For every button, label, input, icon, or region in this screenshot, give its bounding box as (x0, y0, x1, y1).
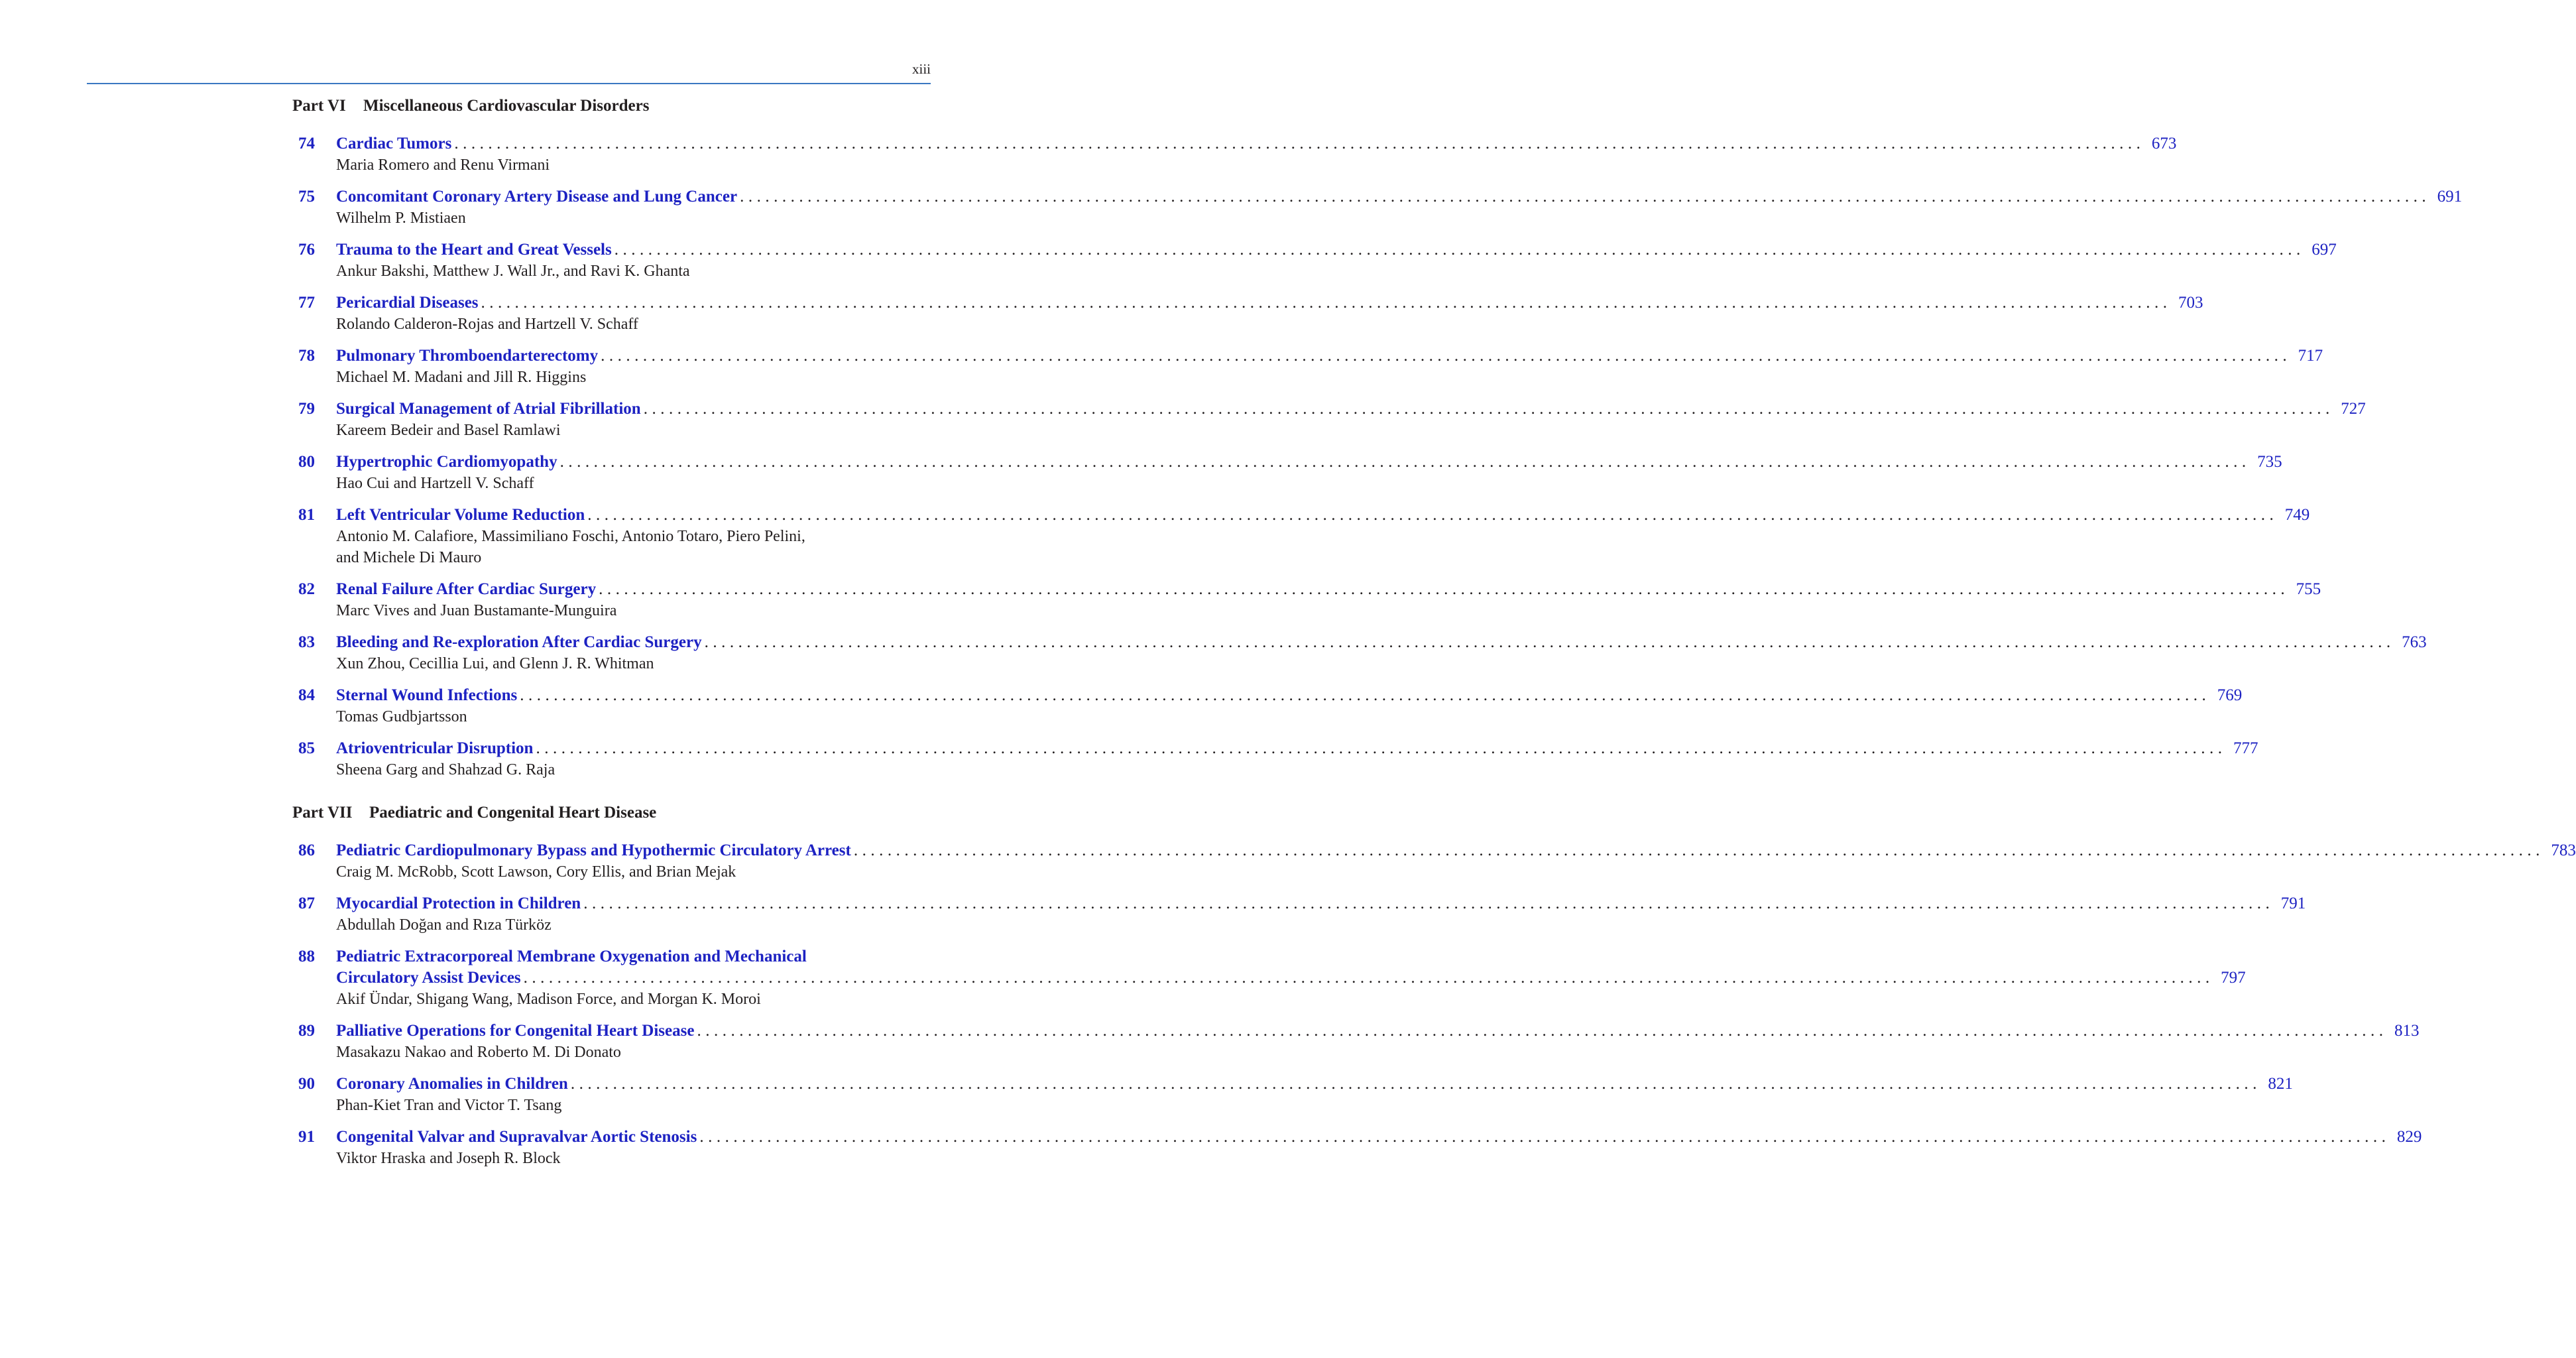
toc-entry (292, 579, 2321, 621)
chapter-number: 79 (298, 400, 315, 418)
leader-dots: ........................................................................................................................................................................................................ (599, 580, 2290, 598)
chapter-title-link[interactable]: Left Ventricular Volume Reduction (336, 506, 585, 524)
page-link[interactable]: 755 (2296, 580, 2321, 598)
page-link[interactable]: 813 (2394, 1022, 2420, 1040)
header-rule (87, 83, 931, 84)
page-link[interactable]: 673 (2151, 135, 2177, 153)
chapter-number: 91 (298, 1128, 315, 1146)
toc-entry (292, 1127, 2422, 1169)
toc-entry (292, 1020, 2420, 1063)
chapter-number: 87 (298, 895, 315, 912)
chapter-number: 88 (298, 948, 315, 965)
toc-entry (292, 345, 2323, 388)
leader-dots: ........................................................................................................................................................................................................ (614, 241, 2305, 259)
chapter-number: 85 (298, 739, 315, 757)
page-link[interactable]: 821 (2268, 1075, 2293, 1093)
part-title: Miscellaneous Cardiovascular Disorders (363, 97, 650, 115)
chapter-authors: Akif Ündar, Shigang Wang, Madison Force, and Morgan K. Moroi (336, 991, 761, 1008)
chapter-authors: and Michele Di Mauro (336, 549, 482, 566)
part-heading (292, 801, 933, 825)
chapter-authors: Antonio M. Calafiore, Massimiliano Foschi, Antonio Totaro, Piero Pelini, (336, 528, 805, 545)
toc-entry (292, 685, 2243, 727)
page-link[interactable]: 763 (2402, 633, 2427, 651)
chapter-number: 77 (298, 294, 315, 312)
chapter-authors: Viktor Hraska and Joseph R. Block (336, 1150, 561, 1167)
leader-dots: ........................................................................................................................................................................................................ (536, 739, 2227, 757)
toc-entry (292, 505, 2310, 568)
leader-dots: ........................................................................................................................................................................................................ (853, 841, 2544, 859)
chapter-authors: Ankur Bakshi, Matthew J. Wall Jr., and Ravi K. Ghanta (336, 263, 690, 280)
chapter-number: 75 (298, 188, 315, 206)
page-link[interactable]: 717 (2298, 347, 2323, 365)
chapter-title-link[interactable]: Trauma to the Heart and Great Vessels (336, 241, 612, 259)
chapter-authors: Phan-Kiet Tran and Victor T. Tsang (336, 1097, 562, 1114)
chapter-number: 74 (298, 135, 315, 153)
chapter-number: 89 (298, 1022, 315, 1040)
leader-dots: ........................................................................................................................................................................................................ (697, 1022, 2388, 1040)
chapter-number: 82 (298, 580, 315, 598)
toc-entry (292, 893, 2306, 936)
chapter-number: 90 (298, 1075, 315, 1093)
chapter-title-link[interactable]: Concomitant Coronary Artery Disease and Lung Cancer (336, 188, 738, 206)
chapter-number: 84 (298, 686, 315, 704)
part-label: Part VI (292, 97, 346, 115)
chapter-authors: Wilhelm P. Mistiaen (336, 210, 466, 227)
chapter-number: 83 (298, 633, 315, 651)
page-link[interactable]: 829 (2396, 1128, 2422, 1146)
chapter-title-link[interactable]: Cardiac Tumors (336, 135, 452, 153)
chapter-number: 86 (298, 841, 315, 859)
chapter-number: 80 (298, 453, 315, 471)
chapter-title-link[interactable]: Pediatric Extracorporeal Membrane Oxygenation and Mechanical (336, 948, 807, 965)
chapter-authors: Kareem Bedeir and Basel Ramlawi (336, 422, 561, 439)
toc-entry (292, 632, 2427, 674)
table-of-contents (292, 94, 2576, 1180)
chapter-title-link[interactable]: Pediatric Cardiopulmonary Bypass and Hypothermic Circulatory Arrest (336, 841, 851, 859)
leader-dots: ........................................................................................................................................................................................................ (740, 188, 2431, 206)
chapter-authors: Sheena Garg and Shahzad G. Raja (336, 761, 556, 778)
page-link[interactable]: 791 (2280, 895, 2306, 912)
page-link[interactable]: 697 (2312, 241, 2337, 259)
chapter-authors: Craig M. McRobb, Scott Lawson, Cory Ellis, and Brian Mejak (336, 863, 736, 881)
page-link[interactable]: 727 (2341, 400, 2366, 418)
part-title: Paediatric and Congenital Heart Disease (369, 804, 657, 822)
page-link[interactable]: 777 (2233, 739, 2258, 757)
chapter-authors: Maria Romero and Renu Virmani (336, 156, 550, 174)
leader-dots: ........................................................................................................................................................................................................ (643, 400, 2334, 418)
chapter-authors: Xun Zhou, Cecillia Lui, and Glenn J. R. Whitman (336, 655, 654, 672)
chapter-authors: Tomas Gudbjartsson (336, 708, 467, 725)
page-link[interactable]: 703 (2178, 294, 2203, 312)
chapter-title-link[interactable]: Hypertrophic Cardiomyopathy (336, 453, 557, 471)
toc-entry (292, 186, 2463, 229)
toc-entry (292, 840, 2576, 883)
part-label: Part VII (292, 804, 353, 822)
chapter-authors: Hao Cui and Hartzell V. Schaff (336, 475, 534, 492)
page-link[interactable]: 735 (2257, 453, 2282, 471)
chapter-number: 78 (298, 347, 315, 365)
chapter-title-link[interactable]: Renal Failure After Cardiac Surgery (336, 580, 597, 598)
leader-dots: ........................................................................................................................................................................................................ (570, 1075, 2261, 1093)
page-number: xiii (911, 61, 931, 77)
chapter-number: 76 (298, 241, 315, 259)
page-link[interactable]: 749 (2284, 506, 2310, 524)
part-heading (292, 94, 933, 118)
chapter-number: 81 (298, 506, 315, 524)
leader-dots: ........................................................................................................................................................................................................ (454, 135, 2145, 153)
toc-entry (292, 1074, 2293, 1116)
chapter-authors: Rolando Calderon-Rojas and Hartzell V. Schaff (336, 316, 638, 333)
chapter-authors: Marc Vives and Juan Bustamante-Munguira (336, 602, 617, 619)
leader-dots: ........................................................................................................................................................................................................ (699, 1128, 2390, 1146)
leader-dots: ........................................................................................................................................................................................................ (587, 506, 2278, 524)
toc-entry (292, 292, 2203, 335)
chapter-title-link[interactable]: Circulatory Assist Devices (336, 969, 521, 987)
chapter-authors: Michael M. Madani and Jill R. Higgins (336, 369, 587, 386)
chapter-authors: Abdullah Doğan and Rıza Türköz (336, 916, 552, 934)
page-link[interactable]: 691 (2437, 188, 2463, 206)
chapter-title-link[interactable]: Pericardial Diseases (336, 294, 479, 312)
leader-dots: ........................................................................................................................................................................................................ (601, 347, 2292, 365)
chapter-title-link[interactable]: Palliative Operations for Congenital Heart Disease (336, 1022, 695, 1040)
chapter-title-link[interactable]: Myocardial Protection in Children (336, 895, 581, 912)
leader-dots: ........................................................................................................................................................................................................ (520, 686, 2211, 704)
toc-entry (292, 239, 2337, 282)
toc-entry (292, 452, 2282, 494)
leader-dots: ........................................................................................................................................................................................................ (704, 633, 2395, 651)
chapter-title-link[interactable]: Atrioventricular Disruption (336, 739, 534, 757)
chapter-title-link[interactable]: Sternal Wound Infections (336, 686, 518, 704)
page-link[interactable]: 769 (2217, 686, 2243, 704)
toc-entry (292, 946, 2246, 1010)
page-link[interactable]: 797 (2221, 969, 2246, 987)
chapter-title-link[interactable]: Congenital Valvar and Supravalvar Aortic Stenosis (336, 1128, 697, 1146)
toc-entry (292, 133, 2177, 176)
chapter-title-link[interactable]: Coronary Anomalies in Children (336, 1075, 568, 1093)
leader-dots: ........................................................................................................................................................................................................ (583, 895, 2274, 912)
toc-entry (292, 738, 2258, 780)
chapter-title-link[interactable]: Surgical Management of Atrial Fibrillation (336, 400, 641, 418)
leader-dots: ........................................................................................................................................................................................................ (523, 969, 2214, 987)
leader-dots: ........................................................................................................................................................................................................ (559, 453, 2251, 471)
chapter-title-link[interactable]: Pulmonary Thromboendarterectomy (336, 347, 599, 365)
toc-entry (292, 399, 2366, 441)
chapter-title-link[interactable]: Bleeding and Re-exploration After Cardiac Surgery (336, 633, 702, 651)
chapter-authors: Masakazu Nakao and Roberto M. Di Donato (336, 1044, 621, 1061)
page-link[interactable]: 783 (2551, 841, 2576, 859)
leader-dots: ........................................................................................................................................................................................................ (481, 294, 2172, 312)
